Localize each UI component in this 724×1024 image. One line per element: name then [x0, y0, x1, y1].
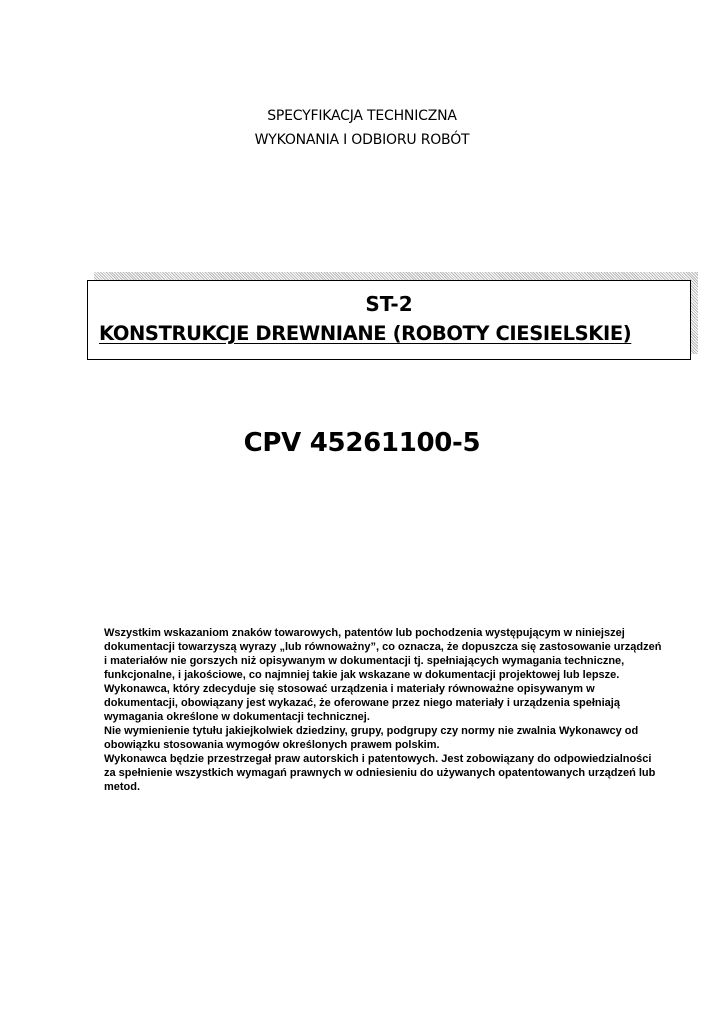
equivalence-notice: [104, 626, 664, 794]
spec-title: KONSTRUKCJE DREWNIANE (ROBOTY CIESIELSKIE): [99, 322, 632, 345]
title-box: [87, 280, 691, 360]
spec-code: ST-2: [365, 292, 413, 316]
document-header: [0, 104, 724, 152]
notice-paragraph-2: Nie wymienienie tytułu jakiejkolwiek dziedziny, grupy, podgrupy czy normy nie zwalnia Wykonawcy od obowiązku stosowania wymogów określonych prawem polskim.: [104, 725, 639, 751]
notice-paragraph-1: Wszystkim wskazaniom znaków towarowych, patentów lub pochodzenia występującym w niniejszej dokumentacji towarzyszą wyrazy „lub równoważny”, co oznacza, że dopuszcza się zastosowanie urządzeń i materiałów nie gorszych niż opisywanym w dokumentacji tj. spełniających wymagania techniczne, funkcjonalne, i jakościowe, co najmniej takie jak wskazane w dokumentacji projektowej lub lepsze. Wykonawca, który zdecyduje się stosować urządzenia i materiały równoważne opisywanym w dokumentacji, obowiązany jest wykazać, że oferowane przez niego materiały i urządzenia spełniają wymagania określone w dokumentacji technicznej.: [104, 627, 662, 723]
notice-paragraph-3: Wykonawca będzie przestrzegał praw autorskich i patentowych. Jest zobowiązany do odpowiedzialności za spełnienie wszystkich wymagań prawnych w odniesieniu do używanych opatentowanych urządzeń lub metod.: [104, 753, 656, 793]
header-line-2: WYKONANIA I ODBIORU ROBÓT: [254, 132, 470, 148]
header-line-1: SPECYFIKACJA TECHNICZNA: [267, 108, 457, 124]
cpv-code: CPV 45261100-5: [243, 428, 481, 458]
